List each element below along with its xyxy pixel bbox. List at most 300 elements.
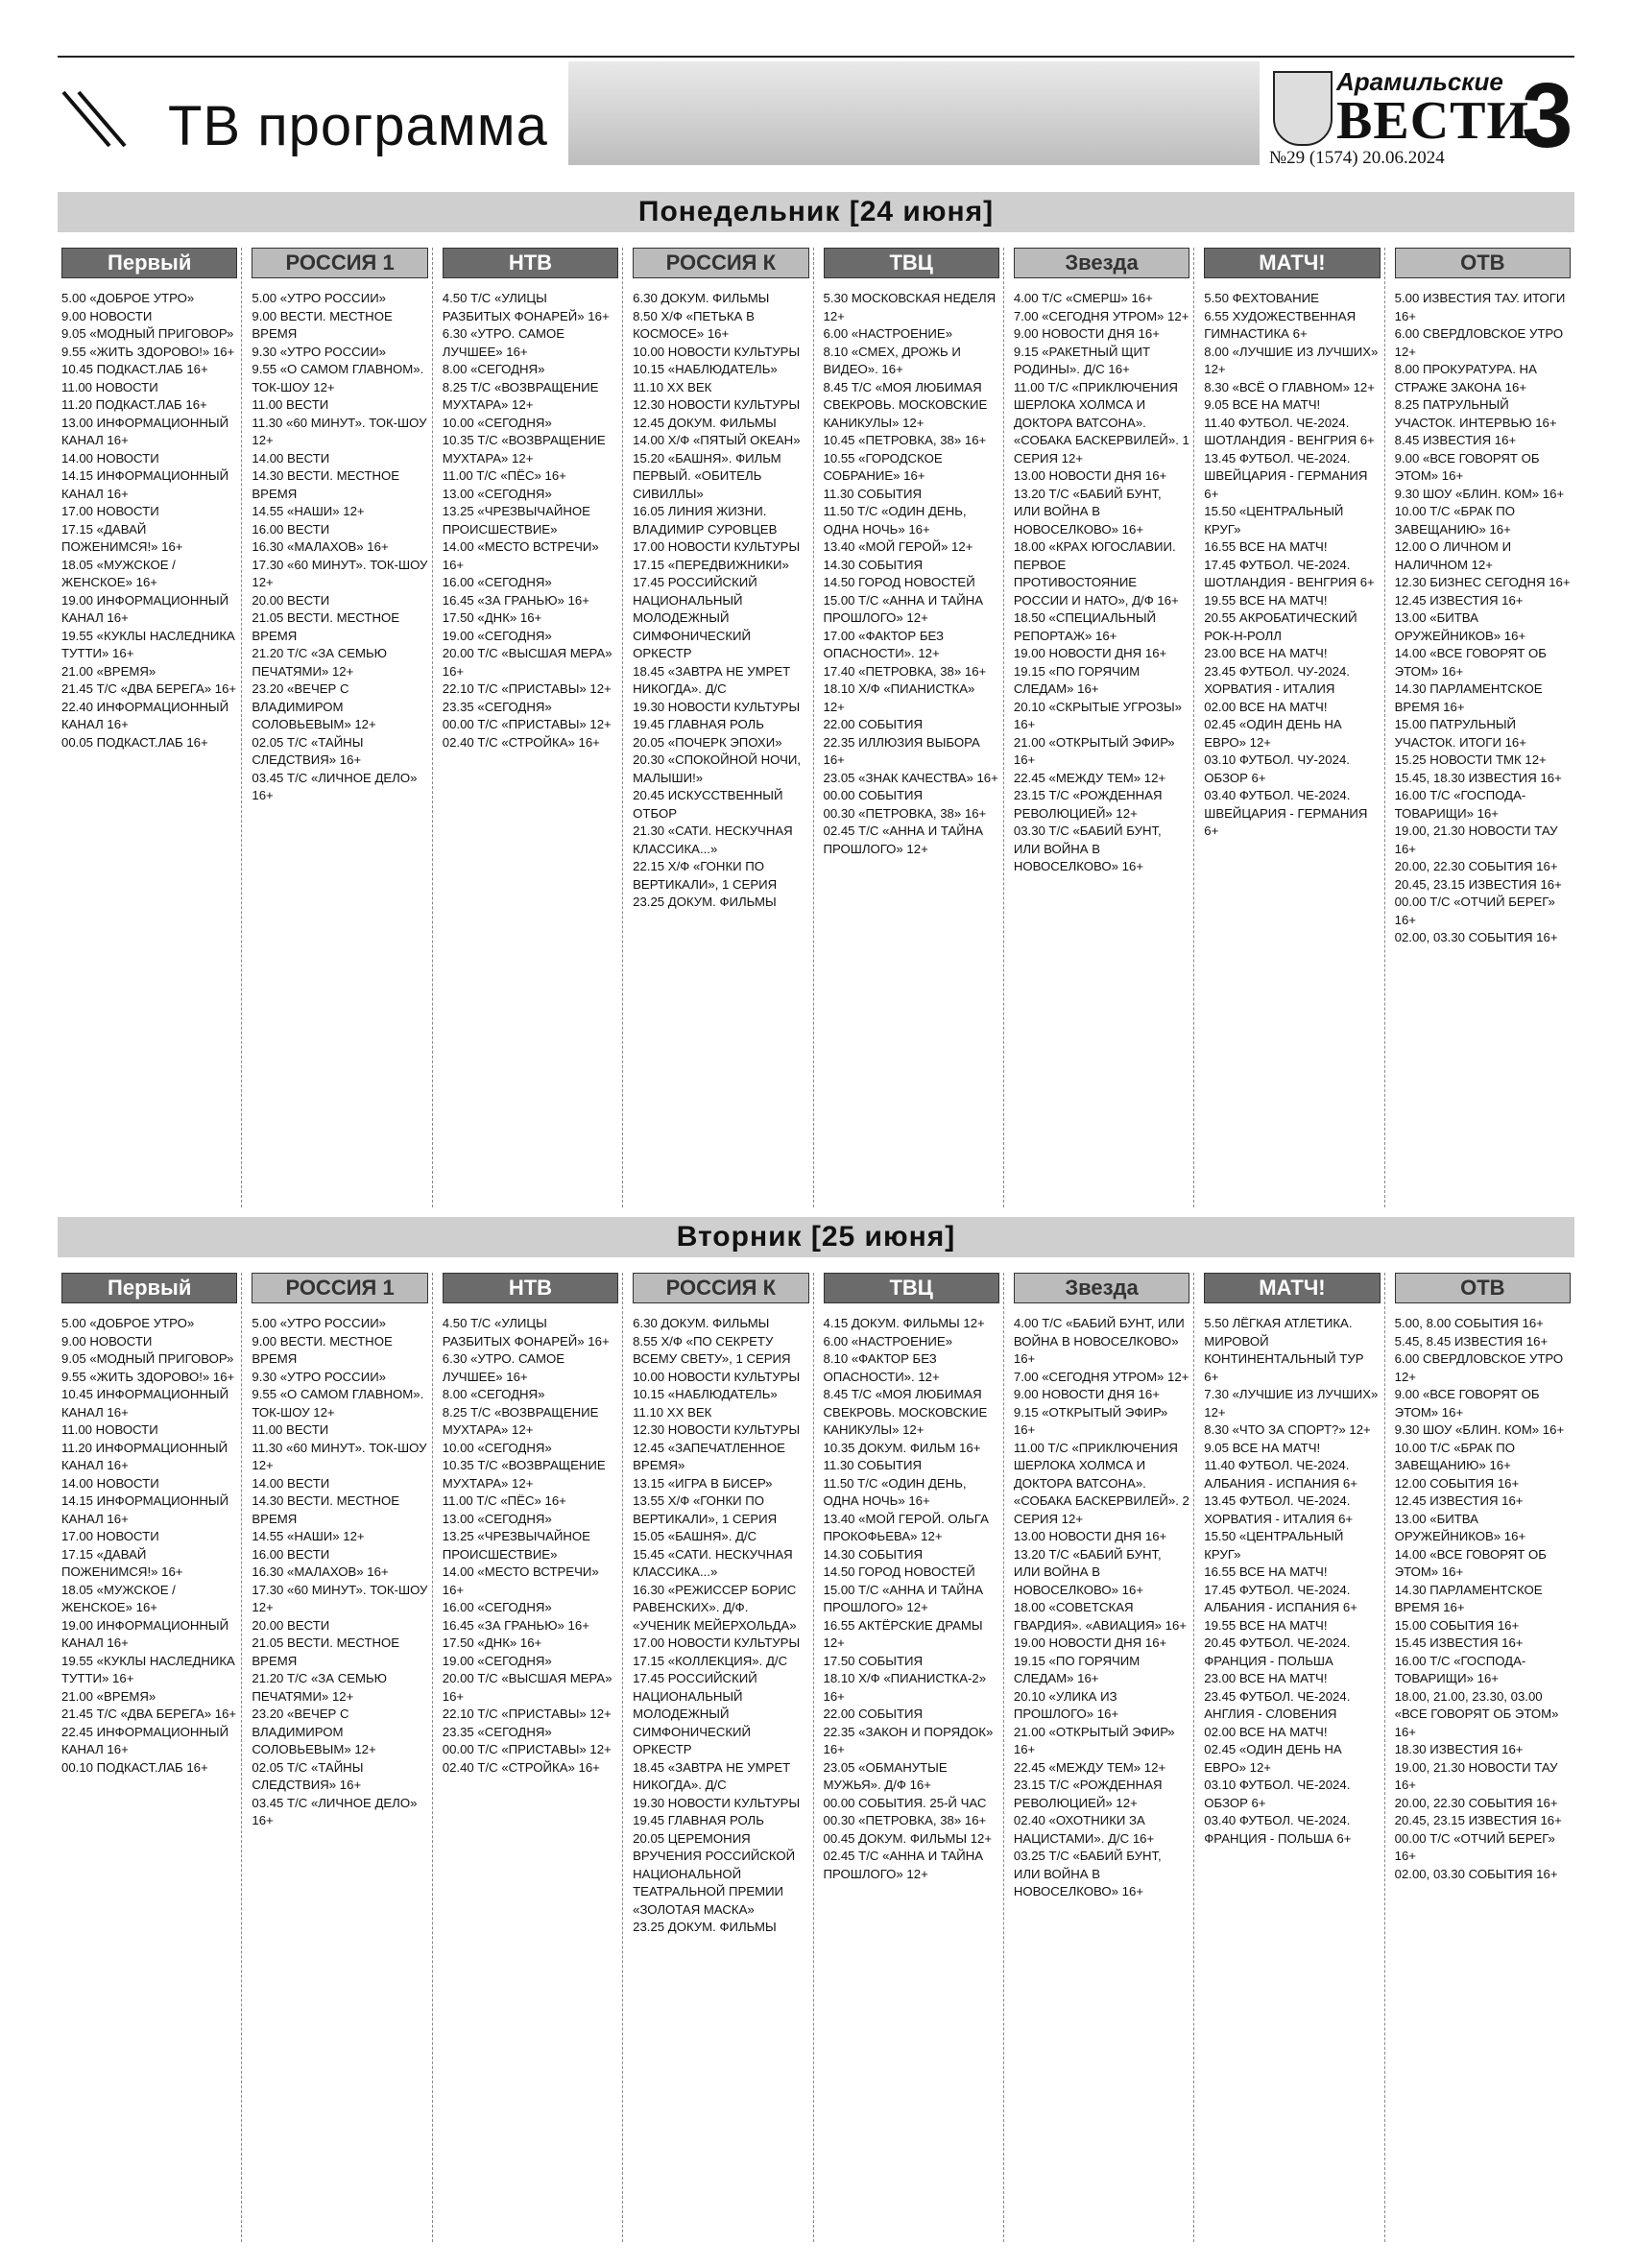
program-item: 9.00 «ВСЕ ГОВОРЯТ ОБ ЭТОМ» 16+ [1394, 450, 1544, 483]
program-item: 17.45 РОССИЙСКИЙ НАЦИОНАЛЬНЫЙ МОЛОДЕЖНЫЙ СИМФОНИЧЕСКИЙ ОРКЕСТР [633, 1671, 761, 1756]
program-item: 20.00 ВЕСТИ [252, 592, 330, 608]
program-list [1013, 1315, 1193, 1901]
program-item: 14.30 ПАРЛАМЕНТСКОЕ ВРЕМЯ 16+ [1394, 681, 1547, 714]
program-list [1204, 1315, 1380, 1848]
program-item: 5.00 ИЗВЕСТИЯ ТАУ. ИТОГИ 16+ [1394, 291, 1570, 323]
program-item: 15.20 «БАШНЯ». ФИЛЬМ ПЕРВЫЙ. «ОБИТЕЛЬ СИВИЛЛЫ» [633, 450, 785, 501]
program-item: 6.30 «УТРО. САМОЕ ЛУЧШЕЕ» 16+ [442, 1351, 568, 1384]
program-item: 6.00 СВЕРДЛОВСКОЕ УТРО 12+ [1394, 326, 1567, 359]
program-item: 18.50 «СПЕЦИАЛЬНЫЙ РЕПОРТАЖ» 16+ [1013, 610, 1160, 643]
program-item: 13.00 НОВОСТИ ДНЯ 16+ [1013, 468, 1167, 483]
program-item: 6.00 «НАСТРОЕНИЕ» [823, 326, 953, 341]
program-item: 17.15 «ПЕРЕДВИЖНИКИ» [633, 557, 789, 572]
program-item: 19.55 «КУКЛЫ НАСЛЕДНИКА ТУТТИ» 16+ [61, 1653, 239, 1685]
program-item: 23.35 «СЕГОДНЯ» [442, 699, 552, 714]
program-item: 15.00 Т/С «АННА И ТАЙНА ПРОШЛОГО» 12+ [823, 1582, 987, 1614]
program-item: 02.00, 03.30 СОБЫТИЯ 16+ [1394, 1866, 1558, 1881]
program-item: 03.45 Т/С «ЛИЧНОЕ ДЕЛО» 16+ [252, 1795, 421, 1827]
program-item: 03.25 Т/С «БАБИЙ БУНТ, ИЛИ ВОЙНА В НОВОСЕЛКОВО» 16+ [1013, 1849, 1165, 1898]
channel-column [1010, 248, 1194, 1207]
brand-top: Арамильские [1336, 67, 1503, 96]
program-item: 13.25 «ЧРЕЗВЫЧАЙНОЕ ПРОИСШЕСТВИЕ» [442, 1529, 594, 1562]
program-item: 11.00 ВЕСТИ [252, 397, 329, 412]
program-item: 23.00 ВСЕ НА МАТЧ! [1204, 646, 1328, 660]
channel-column [1010, 1273, 1194, 2242]
program-item: 18.00 «СОВЕТСКАЯ ГВАРДИЯ». «АВИАЦИЯ» 16+ [1013, 1600, 1188, 1633]
channel-column [1200, 1273, 1384, 2242]
program-item: 8.45 Т/С «МОЯ ЛЮБИМАЯ СВЕКРОВЬ. МОСКОВСКИЕ КАНИКУЛЫ» 12+ [823, 379, 991, 430]
day-header: Понедельник [24 июня] [58, 192, 1574, 232]
program-item: 16.30 «МАЛАХОВ» 16+ [252, 1564, 389, 1579]
program-item: 15.25 НОВОСТИ ТМК 12+ [1394, 752, 1547, 767]
program-item: 5.00 «ДОБРОЕ УТРО» [61, 1316, 195, 1330]
program-item: 02.40 Т/С «СТРОЙКА» 16+ [442, 734, 600, 750]
program-item: 14.00 «ВСЕ ГОВОРЯТ ОБ ЭТОМ» 16+ [1394, 1546, 1550, 1579]
program-item: 21.20 Т/С «ЗА СЕМЬЮ ПЕЧАТЯМИ» 12+ [252, 646, 391, 679]
program-item: 00.10 ПОДКАСТ.ЛАБ 16+ [61, 1759, 208, 1775]
program-item: 13.20 Т/С «БАБИЙ БУНТ, ИЛИ ВОЙНА В НОВОСЕЛКОВО» 16+ [1013, 1546, 1165, 1597]
program-item: 6.30 ДОКУМ. ФИЛЬМЫ [633, 291, 770, 305]
channel-column [58, 1273, 242, 2242]
program-item: 00.45 ДОКУМ. ФИЛЬМЫ 12+ [823, 1830, 993, 1846]
program-item: 16.00 «СЕГОДНЯ» [442, 575, 552, 589]
page-title: ТВ программа [168, 95, 548, 157]
program-item: 14.15 ИНФОРМАЦИОННЫЙ КАНАЛ 16+ [61, 468, 232, 501]
program-item: 12.30 БИЗНЕС СЕГОДНЯ 16+ [1394, 575, 1571, 589]
program-item: 19.00 ИНФОРМАЦИОННЫЙ КАНАЛ 16+ [61, 592, 232, 625]
program-item: 13.00 ИНФОРМАЦИОННЫЙ КАНАЛ 16+ [61, 415, 232, 447]
program-item: 10.00 «СЕГОДНЯ» [442, 415, 552, 430]
program-item: 11.00 Т/С «ПРИКЛЮЧЕНИЯ ШЕРЛОКА ХОЛМСА И ДОКТОРА ВАТСОНА». «СОБАКА БАСКЕРВИЛЕЙ». 1 СЕРИЯ 12+ [1013, 379, 1193, 466]
program-item: 11.20 ПОДКАСТ.ЛАБ 16+ [61, 397, 207, 412]
program-item: 13.40 «МОЙ ГЕРОЙ. ОЛЬГА ПРОКОФЬЕВА» 12+ [823, 1511, 993, 1543]
program-item: 17.45 ФУТБОЛ. ЧЕ-2024. ШОТЛАНДИЯ - ВЕНГРИЯ 6+ [1204, 557, 1375, 589]
program-item: 19.00, 21.30 НОВОСТИ ТАУ 16+ [1394, 1759, 1562, 1792]
program-item: 19.45 ГЛАВНАЯ РОЛЬ [633, 717, 764, 731]
program-item: 23.05 «ОБМАНУТЫЕ МУЖЬЯ». Д/Ф 16+ [823, 1759, 951, 1792]
program-item: 02.00 ВСЕ НА МАТЧ! [1204, 1724, 1328, 1739]
program-item: 18.10 Х/Ф «ПИАНИСТКА-2» 16+ [823, 1671, 990, 1704]
program-item: 20.45 ИСКУССТВЕННЫЙ ОТБОР [633, 788, 787, 821]
channel-column [58, 248, 242, 1207]
program-item: 17.15 «ДАВАЙ ПОЖЕНИМСЯ!» 16+ [61, 521, 183, 554]
program-item: 10.35 Т/С «ВОЗВРАЩЕНИЕ МУХТАРА» 12+ [442, 1458, 610, 1491]
program-item: 13.45 ФУТБОЛ. ЧЕ-2024. ШВЕЙЦАРИЯ - ГЕРМАНИЯ 6+ [1204, 450, 1372, 501]
channel-column [629, 1273, 813, 2242]
program-list [824, 1315, 999, 1883]
program-item: 10.35 Т/С «ВОЗВРАЩЕНИЕ МУХТАРА» 12+ [442, 433, 610, 466]
program-item: 5.50 ЛЁГКАЯ АТЛЕТИКА. МИРОВОЙ КОНТИНЕНТАЛЬНЫЙ ТУР 6+ [1204, 1316, 1368, 1384]
channel-logo: НТВ [443, 1273, 618, 1303]
program-item: 00.00 СОБЫТИЯ. 25-Й ЧАС [823, 1795, 987, 1810]
program-item: 8.55 Х/Ф «ПО СЕКРЕТУ ВСЕМУ СВЕТУ», 1 СЕРИЯ [633, 1333, 791, 1366]
program-item: 02.45 «ОДИН ДЕНЬ НА ЕВРО» 12+ [1204, 717, 1346, 750]
program-item: 9.05 «МОДНЫЙ ПРИГОВОР» [61, 326, 234, 341]
program-item: 6.30 «УТРО. САМОЕ ЛУЧШЕЕ» 16+ [442, 326, 568, 359]
program-item: 21.00 «ОТКРЫТЫЙ ЭФИР» 16+ [1013, 734, 1179, 767]
program-item: 00.30 «ПЕТРОВКА, 38» 16+ [823, 805, 987, 821]
program-item: 4.50 Т/С «УЛИЦЫ РАЗБИТЫХ ФОНАРЕЙ» 16+ [442, 291, 610, 323]
program-item: 10.00 НОВОСТИ КУЛЬТУРЫ [633, 344, 801, 359]
header-photo [568, 61, 1260, 165]
program-item: 16.00 Т/С «ГОСПОДА-ТОВАРИЩИ» 16+ [1394, 1653, 1526, 1685]
program-item: 03.40 ФУТБОЛ. ЧЕ-2024. ШВЕЙЦАРИЯ - ГЕРМАНИЯ 6+ [1204, 788, 1372, 838]
program-item: 20.05 «ПОЧЕРК ЭПОХИ» [633, 734, 782, 750]
channel-logo: ОТВ [1395, 1273, 1571, 1303]
program-item: 19.55 «КУКЛЫ НАСЛЕДНИКА ТУТТИ» 16+ [61, 628, 239, 660]
program-item: 7.00 «СЕГОДНЯ УТРОМ» 12+ [1013, 1369, 1189, 1384]
program-item: 15.00 ПАТРУЛЬНЫЙ УЧАСТОК. ИТОГИ 16+ [1394, 717, 1526, 750]
program-item: 14.00 Х/Ф «ПЯТЫЙ ОКЕАН» [633, 433, 801, 447]
program-item: 22.15 Х/Ф «ГОНКИ ПО ВЕРТИКАЛИ», 1 СЕРИЯ [633, 859, 778, 892]
program-item: 14.00 НОВОСТИ [61, 450, 159, 466]
program-item: 8.00 «СЕГОДНЯ» [442, 1387, 545, 1401]
program-item: 13.00 «СЕГОДНЯ» [442, 486, 552, 501]
program-item: 19.55 ВСЕ НА МАТЧ! [1204, 1617, 1328, 1633]
program-item: 13.00 «БИТВА ОРУЖЕЙНИКОВ» 16+ [1394, 1511, 1526, 1543]
program-item: 00.00 Т/С «ОТЧИЙ БЕРЕГ» 16+ [1394, 895, 1559, 927]
program-item: 10.00 «СЕГОДНЯ» [442, 1440, 552, 1455]
program-item: 4.15 ДОКУМ. ФИЛЬМЫ 12+ [823, 1316, 985, 1330]
program-item: 19.55 ВСЕ НА МАТЧ! [1204, 592, 1328, 608]
program-item: 03.10 ФУТБОЛ. ЧУ-2024. ОБЗОР 6+ [1204, 752, 1354, 785]
program-item: 10.35 ДОКУМ. ФИЛЬМ 16+ [823, 1440, 981, 1455]
channel-column [629, 248, 813, 1207]
program-item: 6.55 ХУДОЖЕСТВЕННАЯ ГИМНАСТИКА 6+ [1204, 308, 1359, 341]
program-item: 00.30 «ПЕТРОВКА, 38» 16+ [823, 1813, 987, 1827]
program-item: 16.00 «СЕГОДНЯ» [442, 1600, 552, 1614]
program-item: 15.45 ИЗВЕСТИЯ 16+ [1394, 1635, 1524, 1650]
program-list [61, 1315, 237, 1777]
program-item: 14.30 ВЕСТИ. МЕСТНОЕ ВРЕМЯ [252, 1493, 403, 1526]
program-item: 19.00 «СЕГОДНЯ» [442, 1653, 552, 1668]
program-item: 14.30 ПАРЛАМЕНТСКОЕ ВРЕМЯ 16+ [1394, 1582, 1547, 1614]
program-item: 13.45 ФУТБОЛ. ЧЕ-2024. ХОРВАТИЯ - ИТАЛИЯ 6+ [1204, 1493, 1355, 1526]
channel-logo: РОССИЯ К [633, 248, 808, 278]
channel-column [248, 248, 432, 1207]
program-item: 13.55 Х/Ф «ГОНКИ ПО ВЕРТИКАЛИ», 1 СЕРИЯ [633, 1493, 778, 1526]
program-item: 11.00 ВЕСТИ [252, 1422, 329, 1437]
program-item: 21.00 «ВРЕМЯ» [61, 663, 156, 679]
program-item: 20.00, 22.30 СОБЫТИЯ 16+ [1394, 859, 1558, 873]
program-item: 22.00 СОБЫТИЯ [823, 1707, 924, 1721]
program-item: 20.45, 23.15 ИЗВЕСТИЯ 16+ [1394, 876, 1562, 892]
program-item: 8.00 «ЛУЧШИЕ ИЗ ЛУЧШИХ» 12+ [1204, 344, 1382, 376]
program-item: 8.30 «ЧТО ЗА СПОРТ?» 12+ [1204, 1422, 1371, 1437]
program-item: 23.35 «СЕГОДНЯ» [442, 1724, 552, 1739]
program-item: 18.05 «МУЖСКОЕ / ЖЕНСКОЕ» 16+ [61, 1582, 180, 1614]
crest-icon [1273, 71, 1333, 146]
program-item: 21.45 Т/С «ДВА БЕРЕГА» 16+ [61, 1707, 237, 1721]
program-item: 14.50 ГОРОД НОВОСТЕЙ [823, 1564, 975, 1579]
program-item: 17.15 «КОЛЛЕКЦИЯ». Д/С [633, 1653, 788, 1668]
program-item: 6.00 СВЕРДЛОВСКОЕ УТРО 12+ [1394, 1351, 1567, 1384]
program-item: 9.15 «РАКЕТНЫЙ ЩИТ РОДИНЫ». Д/С 16+ [1013, 344, 1154, 376]
program-item: 22.45 «МЕЖДУ ТЕМ» 12+ [1013, 770, 1166, 785]
program-list [443, 290, 618, 752]
program-item: 12.45 ИЗВЕСТИЯ 16+ [1394, 1493, 1524, 1508]
program-item: 11.30 «60 МИНУТ». ТОК-ШОУ 12+ [252, 1440, 431, 1472]
program-item: 03.40 ФУТБОЛ. ЧЕ-2024. ФРАНЦИЯ - ПОЛЬША 6+ [1204, 1813, 1355, 1846]
channel-logo: РОССИЯ К [633, 1273, 808, 1303]
program-item: 12.00 О ЛИЧНОМ И НАЛИЧНОМ 12+ [1394, 539, 1515, 572]
program-list [252, 1315, 432, 1830]
program-item: 10.00 Т/С «БРАК ПО ЗАВЕЩАНИЮ» 16+ [1394, 1440, 1519, 1472]
program-item: 19.00 НОВОСТИ ДНЯ 16+ [1013, 1635, 1167, 1650]
program-item: 17.50 «ДНК» 16+ [442, 610, 542, 625]
program-item: 8.10 «СМЕХ, ДРОЖЬ И ВИДЕО». 16+ [823, 344, 965, 376]
program-item: 13.40 «МОЙ ГЕРОЙ» 12+ [823, 539, 973, 554]
program-item: 10.00 НОВОСТИ КУЛЬТУРЫ [633, 1369, 801, 1384]
program-item: 17.45 РОССИЙСКИЙ НАЦИОНАЛЬНЫЙ МОЛОДЕЖНЫЙ СИМФОНИЧЕСКИЙ ОРКЕСТР [633, 575, 761, 660]
program-item: 17.00 НОВОСТИ [61, 1529, 159, 1543]
program-item: 17.50 СОБЫТИЯ [823, 1653, 924, 1668]
day-listing [58, 248, 1574, 1207]
program-item: 8.10 «ФАКТОР БЕЗ ОПАСНОСТИ». 12+ [823, 1351, 941, 1384]
channel-logo: РОССИЯ 1 [252, 248, 427, 278]
program-item: 12.45 ДОКУМ. ФИЛЬМЫ [633, 415, 777, 430]
program-item: 12.30 НОВОСТИ КУЛЬТУРЫ [633, 1422, 801, 1437]
channel-logo: ОТВ [1395, 248, 1571, 278]
program-item: 20.55 АКРОБАТИЧЕСКИЙ РОК-Н-РОЛЛ [1204, 610, 1361, 643]
program-list [1395, 290, 1571, 947]
program-item: 02.45 «ОДИН ДЕНЬ НА ЕВРО» 12+ [1204, 1742, 1346, 1775]
program-item: 9.55 «О САМОМ ГЛАВНОМ». ТОК-ШОУ 12+ [252, 362, 427, 394]
program-item: 22.35 ИЛЛЮЗИЯ ВЫБОРА 16+ [823, 734, 984, 767]
program-item: 19.15 «ПО ГОРЯЧИМ СЛЕДАМ» 16+ [1013, 663, 1143, 696]
day-header: Вторник [25 июня] [58, 1217, 1574, 1257]
program-item: 20.30 «СПОКОЙНОЙ НОЧИ, МАЛЫШИ!» [633, 752, 804, 785]
program-item: 12.30 НОВОСТИ КУЛЬТУРЫ [633, 397, 801, 412]
program-item: 6.30 ДОКУМ. ФИЛЬМЫ [633, 1316, 770, 1330]
program-item: 14.30 СОБЫТИЯ [823, 1546, 924, 1562]
program-item: 02.45 Т/С «АННА И ТАЙНА ПРОШЛОГО» 12+ [823, 824, 987, 856]
program-item: 14.00 «МЕСТО ВСТРЕЧИ» 16+ [442, 1564, 603, 1597]
issue-info: №29 (1574) 20.06.2024 [1269, 148, 1445, 168]
program-item: 23.25 ДОКУМ. ФИЛЬМЫ [633, 895, 777, 909]
program-item: 5.50 ФЕХТОВАНИЕ [1204, 291, 1319, 305]
program-item: 18.00 «КРАХ ЮГОСЛАВИИ. ПЕРВОЕ ПРОТИВОСТОЯНИЕ РОССИИ И НАТО», Д/Ф 16+ [1013, 539, 1180, 608]
program-item: 17.00 НОВОСТИ [61, 504, 159, 518]
program-item: 02.40 «ОХОТНИКИ ЗА НАЦИСТАМИ». Д/С 16+ [1013, 1813, 1155, 1846]
program-item: 5.00, 8.00 СОБЫТИЯ 16+ [1394, 1316, 1544, 1330]
program-item: 8.00 ПРОКУРАТУРА. НА СТРАЖЕ ЗАКОНА 16+ [1394, 362, 1541, 394]
program-item: 11.10 ХХ ВЕК [633, 379, 712, 394]
program-item: 02.40 Т/С «СТРОЙКА» 16+ [442, 1759, 600, 1775]
program-item: 23.15 Т/С «РОЖДЕННАЯ РЕВОЛЮЦИЕЙ» 12+ [1013, 788, 1166, 821]
program-item: 13.00 НОВОСТИ ДНЯ 16+ [1013, 1529, 1167, 1543]
program-item: 14.55 «НАШИ» 12+ [252, 504, 365, 518]
program-item: 12.00 СОБЫТИЯ 16+ [1394, 1475, 1520, 1491]
program-item: 16.45 «ЗА ГРАНЬЮ» 16+ [442, 1617, 589, 1633]
program-item: 11.50 Т/С «ОДИН ДЕНЬ, ОДНА НОЧЬ» 16+ [823, 1475, 971, 1508]
program-item: 23.45 ФУТБОЛ. ЧЕ-2024. АНГЛИЯ - СЛОВЕНИЯ [1204, 1688, 1355, 1721]
program-item: 03.30 Т/С «БАБИЙ БУНТ, ИЛИ ВОЙНА В НОВОСЕЛКОВО» 16+ [1013, 824, 1165, 873]
program-item: 02.00, 03.30 СОБЫТИЯ 16+ [1394, 930, 1558, 944]
program-item: 13.20 Т/С «БАБИЙ БУНТ, ИЛИ ВОЙНА В НОВОСЕЛКОВО» 16+ [1013, 486, 1165, 537]
program-item: 13.00 «БИТВА ОРУЖЕЙНИКОВ» 16+ [1394, 610, 1526, 643]
program-item: 20.10 «СКРЫТЫЕ УГРОЗЫ» 16+ [1013, 699, 1186, 731]
program-item: 12.45 «ЗАПЕЧАТЛЕННОЕ ВРЕМЯ» [633, 1440, 789, 1472]
program-item: 10.00 Т/С «БРАК ПО ЗАВЕЩАНИЮ» 16+ [1394, 504, 1519, 537]
channel-logo: РОССИЯ 1 [252, 1273, 427, 1303]
program-item: 8.50 Х/Ф «ПЕТЬКА В КОСМОСЕ» 16+ [633, 308, 758, 341]
program-item: 9.30 ШОУ «БЛИН. КОМ» 16+ [1394, 1422, 1565, 1437]
program-list [1013, 290, 1193, 876]
program-item: 02.00 ВСЕ НА МАТЧ! [1204, 699, 1328, 714]
program-item: 17.00 «ФАКТОР БЕЗ ОПАСНОСТИ». 12+ [823, 628, 948, 660]
program-item: 8.25 ПАТРУЛЬНЫЙ УЧАСТОК. ИНТЕРВЬЮ 16+ [1394, 397, 1557, 430]
program-item: 23.20 «ВЕЧЕР С ВЛАДИМИРОМ СОЛОВЬЕВЫМ» 12+ [252, 681, 376, 731]
program-item: 14.55 «НАШИ» 12+ [252, 1529, 365, 1543]
program-item: 11.30 СОБЫТИЯ [823, 486, 923, 501]
program-item: 20.00 Т/С «ВЫСШАЯ МЕРА» 16+ [442, 646, 616, 679]
channel-column [820, 1273, 1004, 2242]
program-item: 13.25 «ЧРЕЗВЫЧАЙНОЕ ПРОИСШЕСТВИЕ» [442, 504, 594, 537]
program-item: 16.55 ВСЕ НА МАТЧ! [1204, 1564, 1328, 1579]
program-item: 14.00 «ВСЕ ГОВОРЯТ ОБ ЭТОМ» 16+ [1394, 646, 1550, 679]
program-item: 17.15 «ДАВАЙ ПОЖЕНИМСЯ!» 16+ [61, 1546, 183, 1579]
channel-logo: Звезда [1014, 248, 1189, 278]
program-item: 23.00 ВСЕ НА МАТЧ! [1204, 1671, 1328, 1685]
program-item: 14.00 «МЕСТО ВСТРЕЧИ» 16+ [442, 539, 603, 572]
program-item: 21.00 «ВРЕМЯ» [61, 1688, 156, 1704]
program-item: 00.00 Т/С «ОТЧИЙ БЕРЕГ» 16+ [1394, 1830, 1559, 1863]
program-item: 10.15 «НАБЛЮДАТЕЛЬ» [633, 1387, 778, 1401]
program-item: 02.05 Т/С «ТАЙНЫ СЛЕДСТВИЯ» 16+ [252, 1759, 368, 1792]
program-item: 16.00 ВЕСТИ [252, 1546, 330, 1562]
program-item: 17.30 «60 МИНУТ». ТОК-ШОУ 12+ [252, 557, 432, 589]
program-item: 22.40 ИНФОРМАЦИОННЫЙ КАНАЛ 16+ [61, 699, 232, 731]
program-list [633, 1315, 808, 1937]
day-listing [58, 1273, 1574, 2242]
program-item: 11.00 НОВОСТИ [61, 1422, 158, 1437]
program-item: 5.45, 8.45 ИЗВЕСТИЯ 16+ [1394, 1333, 1549, 1349]
channel-logo: ТВЦ [824, 1273, 999, 1303]
channel-logo: Звезда [1014, 1273, 1189, 1303]
program-item: 23.25 ДОКУМ. ФИЛЬМЫ [633, 1920, 777, 1934]
program-item: 22.35 «ЗАКОН И ПОРЯДОК» 16+ [823, 1724, 997, 1756]
program-item: 15.45, 18.30 ИЗВЕСТИЯ 16+ [1394, 770, 1562, 785]
program-item: 9.55 «ЖИТЬ ЗДОРОВО!» 16+ [61, 344, 235, 359]
program-item: 22.45 ИНФОРМАЦИОННЫЙ КАНАЛ 16+ [61, 1724, 232, 1756]
program-item: 19.00 «СЕГОДНЯ» [442, 628, 552, 643]
program-item: 21.30 «САТИ. НЕСКУЧНАЯ КЛАССИКА...» [633, 824, 797, 856]
diagonal-lines-icon [61, 90, 129, 148]
program-item: 8.30 «ВСЁ О ГЛАВНОМ» 12+ [1204, 379, 1375, 394]
program-item: 00.00 Т/С «ПРИСТАВЫ» 12+ [442, 1742, 612, 1756]
program-item: 9.05 «МОДНЫЙ ПРИГОВОР» [61, 1351, 234, 1366]
program-item: 9.00 НОВОСТИ [61, 308, 153, 323]
channel-logo: МАТЧ! [1204, 1273, 1380, 1303]
program-item: 02.45 Т/С «АННА И ТАЙНА ПРОШЛОГО» 12+ [823, 1849, 987, 1881]
program-item: 21.05 ВЕСТИ. МЕСТНОЕ ВРЕМЯ [252, 1635, 403, 1668]
program-item: 16.30 «РЕЖИССЕР БОРИС РАВЕНСКИХ». Д/Ф. «УЧЕНИК МЕЙЕРХОЛЬДА» [633, 1582, 800, 1633]
program-item: 4.00 Т/С «СМЕРШ» 16+ [1013, 291, 1153, 305]
program-item: 8.45 Т/С «МОЯ ЛЮБИМАЯ СВЕКРОВЬ. МОСКОВСКИЕ КАНИКУЛЫ» 12+ [823, 1387, 991, 1437]
program-item: 18.45 «ЗАВТРА НЕ УМРЕТ НИКОГДА». Д/С [633, 1759, 794, 1792]
program-item: 5.00 «УТРО РОССИИ» [252, 1316, 387, 1330]
program-item: 10.45 «ПЕТРОВКА, 38» 16+ [823, 433, 987, 447]
channel-column [439, 1273, 623, 2242]
program-item: 23.45 ФУТБОЛ. ЧУ-2024. ХОРВАТИЯ - ИТАЛИЯ [1204, 663, 1354, 696]
program-item: 20.45, 23.15 ИЗВЕСТИЯ 16+ [1394, 1813, 1562, 1827]
program-item: 11.30 «60 МИНУТ». ТОК-ШОУ 12+ [252, 415, 431, 447]
program-list [824, 290, 999, 858]
masthead [58, 56, 1574, 173]
program-item: 19.00 НОВОСТИ ДНЯ 16+ [1013, 646, 1167, 660]
program-list [1204, 290, 1380, 841]
program-item: 21.45 Т/С «ДВА БЕРЕГА» 16+ [61, 681, 237, 696]
program-item: 21.00 «ОТКРЫТЫЙ ЭФИР» 16+ [1013, 1724, 1179, 1756]
program-item: 20.00, 22.30 СОБЫТИЯ 16+ [1394, 1795, 1558, 1810]
program-item: 10.55 «ГОРОДСКОЕ СОБРАНИЕ» 16+ [823, 450, 947, 483]
program-item: 9.55 «О САМОМ ГЛАВНОМ». ТОК-ШОУ 12+ [252, 1387, 427, 1420]
channel-logo: МАТЧ! [1204, 248, 1380, 278]
program-item: 14.30 СОБЫТИЯ [823, 557, 924, 572]
channel-column [1391, 1273, 1574, 2242]
newspaper-brand [1269, 63, 1530, 169]
channel-logo: ТВЦ [824, 248, 999, 278]
program-item: 14.00 ВЕСТИ [252, 450, 330, 466]
program-item: 9.00 ВЕСТИ. МЕСТНОЕ ВРЕМЯ [252, 1333, 396, 1366]
program-item: 16.05 ЛИНИЯ ЖИЗНИ. ВЛАДИМИР СУРОВЦЕВ [633, 504, 778, 537]
program-item: 8.45 ИЗВЕСТИЯ 16+ [1394, 433, 1517, 447]
program-item: 12.45 ИЗВЕСТИЯ 16+ [1394, 592, 1524, 608]
program-item: 21.20 Т/С «ЗА СЕМЬЮ ПЕЧАТЯМИ» 12+ [252, 1671, 391, 1704]
program-item: 8.00 «СЕГОДНЯ» [442, 362, 545, 376]
program-item: 11.20 ИНФОРМАЦИОННЫЙ КАНАЛ 16+ [61, 1440, 231, 1472]
program-item: 17.40 «ПЕТРОВКА, 38» 16+ [823, 663, 987, 679]
program-item: 10.45 ИНФОРМАЦИОННЫЙ КАНАЛ 16+ [61, 1387, 232, 1420]
program-item: 14.30 ВЕСТИ. МЕСТНОЕ ВРЕМЯ [252, 468, 403, 501]
program-item: 8.25 Т/С «ВОЗВРАЩЕНИЕ МУХТАРА» 12+ [442, 1404, 603, 1437]
program-item: 13.00 «СЕГОДНЯ» [442, 1511, 552, 1526]
program-item: 22.10 Т/С «ПРИСТАВЫ» 12+ [442, 1707, 612, 1721]
program-item: 9.00 ВЕСТИ. МЕСТНОЕ ВРЕМЯ [252, 308, 396, 341]
program-item: 14.00 НОВОСТИ [61, 1475, 159, 1491]
program-item: 15.00 Т/С «АННА И ТАЙНА ПРОШЛОГО» 12+ [823, 592, 987, 625]
program-item: 17.00 НОВОСТИ КУЛЬТУРЫ [633, 1635, 801, 1650]
program-item: 14.00 ВЕСТИ [252, 1475, 330, 1491]
program-item: 14.15 ИНФОРМАЦИОННЫЙ КАНАЛ 16+ [61, 1493, 232, 1526]
program-item: 21.05 ВЕСТИ. МЕСТНОЕ ВРЕМЯ [252, 610, 403, 643]
program-item: 11.00 Т/С «ПРИКЛЮЧЕНИЯ ШЕРЛОКА ХОЛМСА И ДОКТОРА ВАТСОНА». «СОБАКА БАСКЕРВИЛЕЙ». 2 СЕРИЯ 12+ [1013, 1440, 1193, 1526]
channel-column [248, 1273, 432, 2242]
program-item: 00.00 СОБЫТИЯ [823, 788, 924, 802]
channel-column [1200, 248, 1384, 1207]
program-item: 4.00 Т/С «БАБИЙ БУНТ, ИЛИ ВОЙНА В НОВОСЕЛКОВО» 16+ [1013, 1316, 1189, 1366]
program-item: 8.25 Т/С «ВОЗВРАЩЕНИЕ МУХТАРА» 12+ [442, 379, 603, 412]
program-item: 10.45 ПОДКАСТ.ЛАБ 16+ [61, 362, 208, 376]
program-item: 20.45 ФУТБОЛ. ЧЕ-2024. ФРАНЦИЯ - ПОЛЬША [1204, 1635, 1355, 1668]
program-item: 00.00 Т/С «ПРИСТАВЫ» 12+ [442, 717, 612, 731]
program-item: 9.00 «ВСЕ ГОВОРЯТ ОБ ЭТОМ» 16+ [1394, 1387, 1544, 1420]
program-item: 9.55 «ЖИТЬ ЗДОРОВО!» 16+ [61, 1369, 235, 1384]
program-item: 00.05 ПОДКАСТ.ЛАБ 16+ [61, 734, 208, 750]
channel-column [820, 248, 1004, 1207]
channel-column [439, 248, 623, 1207]
program-item: 16.30 «МАЛАХОВ» 16+ [252, 539, 389, 554]
program-item: 9.30 «УТРО РОССИИ» [252, 1369, 387, 1384]
program-item: 03.45 Т/С «ЛИЧНОЕ ДЕЛО» 16+ [252, 770, 421, 802]
program-item: 9.00 НОВОСТИ ДНЯ 16+ [1013, 1387, 1160, 1401]
program-item: 5.30 МОСКОВСКАЯ НЕДЕЛЯ 12+ [823, 291, 999, 323]
channel-logo: Первый [61, 1273, 237, 1303]
program-item: 18.10 Х/Ф «ПИАНИСТКА» 12+ [823, 681, 979, 714]
program-item: 23.15 Т/С «РОЖДЕННАЯ РЕВОЛЮЦИЕЙ» 12+ [1013, 1778, 1166, 1810]
program-item: 16.55 АКТЁРСКИЕ ДРАМЫ 12+ [823, 1617, 987, 1650]
